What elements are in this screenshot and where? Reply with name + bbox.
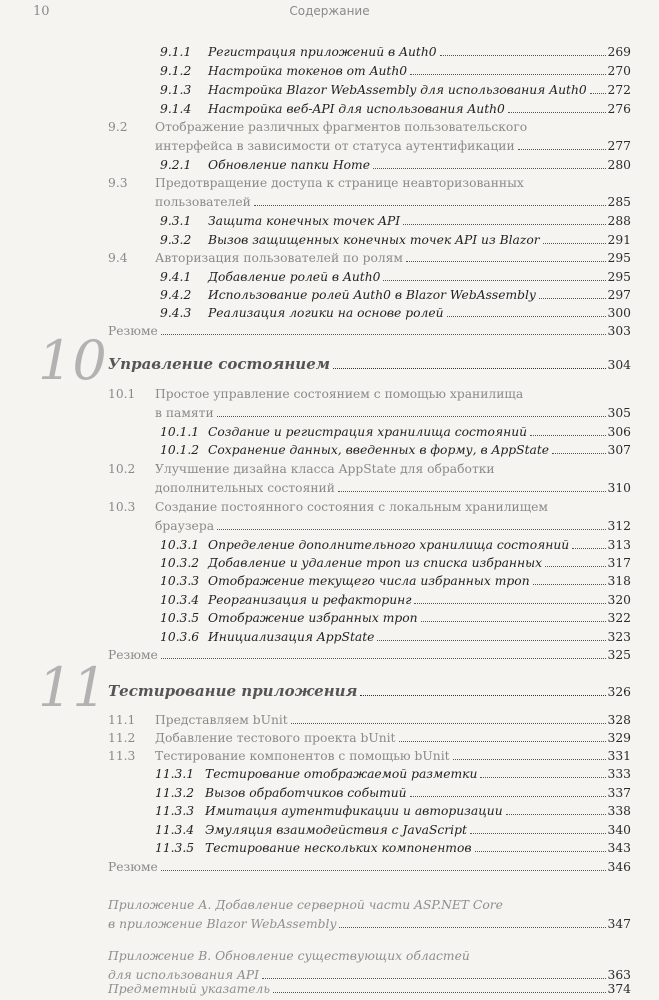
entry-line xyxy=(155,711,631,730)
page-ref: 331 xyxy=(607,749,631,763)
entry-line xyxy=(205,802,631,821)
leader-dots xyxy=(373,167,606,169)
chapter-title: Тестирование приложения xyxy=(108,682,358,700)
section-number: 10.3.5 xyxy=(160,611,200,625)
chapter-line xyxy=(108,353,631,376)
entry-line xyxy=(155,137,631,156)
leader-dots xyxy=(518,148,606,150)
page-ref: 313 xyxy=(607,538,631,552)
entry-line xyxy=(155,479,631,498)
entry-line xyxy=(155,404,631,423)
section-number: 10.3.4 xyxy=(160,593,200,607)
section-number: 11.3 xyxy=(108,749,136,763)
page-ref: 325 xyxy=(607,648,631,662)
leader-dots xyxy=(506,813,606,815)
entry-line xyxy=(208,81,631,100)
page-ref: 320 xyxy=(607,593,631,607)
entry-line xyxy=(208,286,631,305)
entry-title-line1: Приложение В. Обновление существующих областей xyxy=(108,949,470,963)
section-number: 11.1 xyxy=(108,713,136,727)
chapter-number: 11 xyxy=(38,656,107,719)
section-number: 11.3.5 xyxy=(155,841,195,855)
leader-dots xyxy=(508,111,606,113)
page-ref: 329 xyxy=(607,731,631,745)
leader-dots xyxy=(406,260,606,262)
page-ref: 310 xyxy=(607,481,631,495)
entry-title: в приложение Blazor WebAssembly xyxy=(108,917,337,931)
entry-title: Регистрация приложений в Auth0 xyxy=(208,45,437,59)
page-ref: 312 xyxy=(607,519,631,533)
page-ref: 285 xyxy=(607,195,631,209)
section-number: 11.3.1 xyxy=(155,767,195,781)
entry-line xyxy=(155,729,631,748)
leader-dots xyxy=(410,795,606,797)
section-number: 10.3.1 xyxy=(160,538,200,552)
entry-title: интерфейса в зависимости от статуса аутентификации xyxy=(155,139,515,153)
page-ref: 374 xyxy=(607,982,631,996)
section-number: 9.1.2 xyxy=(160,64,192,78)
leader-dots xyxy=(403,223,605,225)
entry-title: пользователей xyxy=(155,195,251,209)
entry-title: Вызов защищенных конечных точек API из Blazor xyxy=(208,233,540,247)
section-number: 11.3.3 xyxy=(155,804,195,818)
page-ref: 323 xyxy=(607,630,631,644)
page-ref: 322 xyxy=(607,611,631,625)
leader-dots xyxy=(440,54,606,56)
entry-title: Определение дополнительного хранилища состояний xyxy=(208,538,570,552)
entry-title: Защита конечных точек API xyxy=(208,214,401,228)
section-number: 10.3.6 xyxy=(160,630,200,644)
page-ref: 333 xyxy=(607,767,631,781)
leader-dots xyxy=(590,92,606,94)
leader-dots xyxy=(533,583,606,585)
page-ref: 303 xyxy=(607,324,631,338)
leader-dots xyxy=(530,434,605,436)
entry-title: Создание и регистрация хранилища состояний xyxy=(208,425,528,439)
page-ref: 269 xyxy=(607,45,631,59)
page-ref: 318 xyxy=(607,574,631,588)
section-number: 9.3.2 xyxy=(160,233,192,247)
entry-title: Резюме xyxy=(108,860,158,874)
leader-dots xyxy=(273,991,605,993)
page-ref: 326 xyxy=(607,685,631,699)
leader-dots xyxy=(539,297,606,299)
section-number: 10.3 xyxy=(108,500,136,514)
entry-line xyxy=(205,765,631,784)
section-number: 9.3.1 xyxy=(160,214,192,228)
entry-title: Добавление и удаление троп из списка избранных xyxy=(208,556,543,570)
entry-line xyxy=(208,268,631,287)
leader-dots xyxy=(161,333,606,335)
entry-line xyxy=(208,423,631,442)
page-number: 10 xyxy=(33,4,50,19)
entry-title: Добавление тестового проекта bUnit xyxy=(155,731,396,745)
page-ref: 306 xyxy=(607,425,631,439)
leader-dots xyxy=(338,490,606,492)
leader-dots xyxy=(480,776,605,778)
entry-line xyxy=(108,980,631,999)
page-ref: 305 xyxy=(607,406,631,420)
chapter-title: Управление состоянием xyxy=(108,355,330,373)
entry-title: Сохранение данных, введенных в форму, в AppState xyxy=(208,443,550,457)
entry-title: Использование ролей Auth0 в Blazor WebAssembly xyxy=(208,288,536,302)
leader-dots xyxy=(399,740,606,742)
page-ref: 328 xyxy=(607,713,631,727)
page-ref: 317 xyxy=(607,556,631,570)
section-number: 9.2.1 xyxy=(160,158,192,172)
section-number: 10.3.2 xyxy=(160,556,200,570)
entry-line xyxy=(205,821,631,840)
leader-dots xyxy=(291,722,606,724)
leader-dots xyxy=(377,639,605,641)
entry-line xyxy=(208,609,631,628)
entry-title: для использования API xyxy=(108,968,260,982)
section-number: 9.4.1 xyxy=(160,270,192,284)
entry-title: Отображение избранных троп xyxy=(208,611,418,625)
section-number: 10.1 xyxy=(108,387,136,401)
entry-title: Эмуляция взаимодействия с JavaScript xyxy=(205,823,467,837)
entry-title: Обновление папки Home xyxy=(208,158,370,172)
leader-dots xyxy=(262,977,606,979)
leader-dots xyxy=(475,850,606,852)
leader-dots xyxy=(161,657,606,659)
entry-title: Настройка Blazor WebAssembly для использования Auth0 xyxy=(208,83,587,97)
entry-title: браузера xyxy=(155,519,215,533)
entry-line xyxy=(155,517,631,536)
page-ref: 297 xyxy=(607,288,631,302)
page-ref: 295 xyxy=(607,251,631,265)
page-ref: 338 xyxy=(607,804,631,818)
entry-line xyxy=(108,915,631,934)
leader-dots xyxy=(572,547,605,549)
entry-title: Тестирование компонентов с помощью bUnit xyxy=(155,749,450,763)
entry-line xyxy=(208,304,631,323)
page-ref: 272 xyxy=(607,83,631,97)
leader-dots xyxy=(410,73,605,75)
page-ref: 280 xyxy=(607,158,631,172)
entry-line xyxy=(205,839,631,858)
entry-line xyxy=(208,441,631,460)
section-number: 9.3 xyxy=(108,176,128,190)
entry-title: Реализация логики на основе ролей xyxy=(208,306,444,320)
leader-dots xyxy=(383,279,605,281)
entry-title-line1: Предотвращение доступа к странице неавторизованных xyxy=(155,176,524,190)
entry-line xyxy=(208,231,631,250)
leader-dots xyxy=(543,242,606,244)
entry-line xyxy=(155,747,631,766)
entry-title-line1: Приложение А. Добавление серверной части ASP.NET Core xyxy=(108,898,503,912)
entry-line xyxy=(208,62,631,81)
section-number: 9.2 xyxy=(108,120,128,134)
leader-dots xyxy=(470,832,606,834)
entry-line xyxy=(208,536,631,555)
leader-dots xyxy=(453,758,606,760)
entry-title: дополнительных состояний xyxy=(155,481,335,495)
section-number: 9.1.4 xyxy=(160,102,192,116)
entry-title: Инициализация AppState xyxy=(208,630,375,644)
entry-title: Реорганизация и рефакторинг xyxy=(208,593,412,607)
leader-dots xyxy=(421,620,606,622)
entry-line xyxy=(208,100,631,119)
entry-title: Настройка веб-API для использования Auth0 xyxy=(208,102,505,116)
section-number: 9.4.2 xyxy=(160,288,192,302)
page-ref: 346 xyxy=(607,860,631,874)
section-number: 11.2 xyxy=(108,731,136,745)
entry-title: Отображение текущего числа избранных троп xyxy=(208,574,530,588)
running-header xyxy=(0,0,659,22)
section-number: 10.3.3 xyxy=(160,574,200,588)
section-number: 10.1.2 xyxy=(160,443,200,457)
entry-title-line1: Простое управление состоянием с помощью хранилища xyxy=(155,387,524,401)
entry-line xyxy=(208,212,631,231)
leader-dots xyxy=(161,869,606,871)
entry-line xyxy=(208,156,631,175)
page-ref: 307 xyxy=(607,443,631,457)
section-number: 10.1.1 xyxy=(160,425,200,439)
leader-dots xyxy=(339,926,605,928)
page-ref: 270 xyxy=(607,64,631,78)
page-ref: 363 xyxy=(607,968,631,982)
entry-line xyxy=(108,858,631,877)
leader-dots xyxy=(360,694,605,696)
page-ref: 300 xyxy=(607,306,631,320)
entry-line xyxy=(208,572,631,591)
entry-title-line1: Улучшение дизайна класса AppState для обработки xyxy=(155,462,495,476)
page-ref: 291 xyxy=(607,233,631,247)
entry-title: Резюме xyxy=(108,648,158,662)
entry-line xyxy=(208,628,631,647)
section-number: 9.4.3 xyxy=(160,306,192,320)
entry-line xyxy=(155,249,631,268)
entry-title: Добавление ролей в Auth0 xyxy=(208,270,381,284)
leader-dots xyxy=(447,315,606,317)
section-number: 11.3.4 xyxy=(155,823,195,837)
leader-dots xyxy=(552,452,605,454)
leader-dots xyxy=(545,565,605,567)
page-ref: 337 xyxy=(607,786,631,800)
entry-line xyxy=(208,554,631,573)
leader-dots xyxy=(333,367,606,369)
page-ref: 343 xyxy=(607,841,631,855)
entry-line xyxy=(205,784,631,803)
leader-dots xyxy=(414,602,605,604)
entry-line xyxy=(108,646,631,665)
entry-title-line1: Создание постоянного состояния с локальным хранилищем xyxy=(155,500,549,514)
leader-dots xyxy=(254,204,606,206)
page-ref: 295 xyxy=(607,270,631,284)
entry-line xyxy=(155,193,631,212)
page-ref: 304 xyxy=(607,358,631,372)
entry-title: Авторизация пользователей по ролям xyxy=(155,251,403,265)
entry-title: Тестирование отображаемой разметки xyxy=(205,767,478,781)
entry-title: Вызов обработчиков событий xyxy=(205,786,407,800)
entry-title: Представляем bUnit xyxy=(155,713,288,727)
page-ref: 340 xyxy=(607,823,631,837)
entry-line xyxy=(208,43,631,62)
entry-line xyxy=(208,591,631,610)
page-ref: 288 xyxy=(607,214,631,228)
leader-dots xyxy=(217,528,605,530)
section-number: 9.1.1 xyxy=(160,45,192,59)
section-number: 9.1.3 xyxy=(160,83,192,97)
entry-title-line1: Отображение различных фрагментов пользовательского xyxy=(155,120,528,134)
section-number: 11.3.2 xyxy=(155,786,195,800)
section-number: 9.4 xyxy=(108,251,128,265)
entry-title: Имитация аутентификации и авторизации xyxy=(205,804,503,818)
entry-title: Предметный указатель xyxy=(108,982,271,996)
leader-dots xyxy=(217,415,606,417)
running-title: Содержание xyxy=(289,4,370,18)
entry-title: Резюме xyxy=(108,324,158,338)
entry-title: в памяти xyxy=(155,406,214,420)
entry-title: Тестирование нескольких компонентов xyxy=(205,841,472,855)
chapter-line xyxy=(108,680,631,703)
page-ref: 347 xyxy=(607,917,631,931)
entry-title: Настройка токенов от Auth0 xyxy=(208,64,408,78)
page-ref: 277 xyxy=(607,139,631,153)
chapter-number: 10 xyxy=(38,329,107,392)
page-ref: 276 xyxy=(607,102,631,116)
entry-line xyxy=(108,322,631,341)
section-number: 10.2 xyxy=(108,462,136,476)
